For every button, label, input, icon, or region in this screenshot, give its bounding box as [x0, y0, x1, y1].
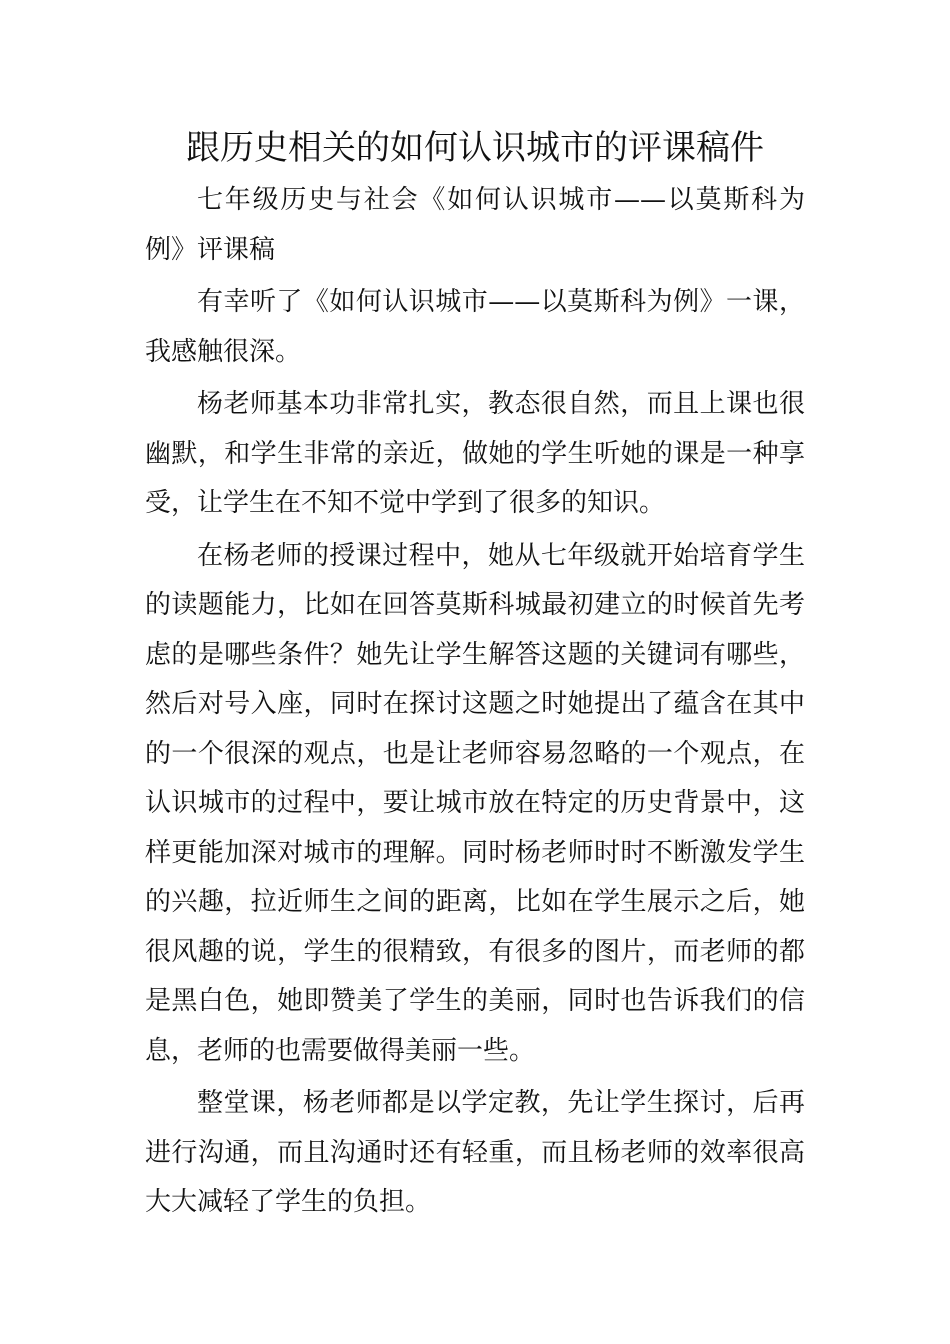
document-subtitle: 七年级历史与社会《如何认识城市——以莫斯科为例》评课稿 — [145, 185, 805, 265]
document-body — [145, 176, 805, 1231]
paragraph: 整堂课，杨老师都是以学定教，先让学生探讨，后再进行沟通，而且沟通时还有轻重，而且杨老师的效率很高大大减轻了学生的负担。 — [145, 1088, 805, 1217]
paragraph: 有幸听了《如何认识城市——以莫斯科为例》一课，我感触很深。 — [145, 287, 805, 367]
paragraph: 在杨老师的授课过程中，她从七年级就开始培育学生的读题能力，比如在回答莫斯科城最初建立的时候首先考虑的是哪些条件？她先让学生解答这题的关键词有哪些，然后对号入座，同时在探讨这题之时她提出了蕴含在其中的一个很深的观点，也是让老师容易忽略的一个观点，在认识城市的过程中，要让城市放在特定的历史背景中，这样更能加深对城市的理解。同时杨老师时时不断激发学生的兴趣，拉近师生之间的距离，比如在学生展示之后，她很风趣的说，学生的很精致，有很多的图片，而老师的都是黑白色，她即赞美了学生的美丽，同时也告诉我们的信息，老师的也需要做得美丽一些。 — [145, 540, 805, 1066]
document-title: 跟历史相关的如何认识城市的评课稿件 — [186, 128, 764, 168]
paragraph: 杨老师基本功非常扎实，教态很自然，而且上课也很幽默，和学生非常的亲近，做她的学生听她的课是一种享受，让学生在不知不觉中学到了很多的知识。 — [145, 389, 805, 518]
